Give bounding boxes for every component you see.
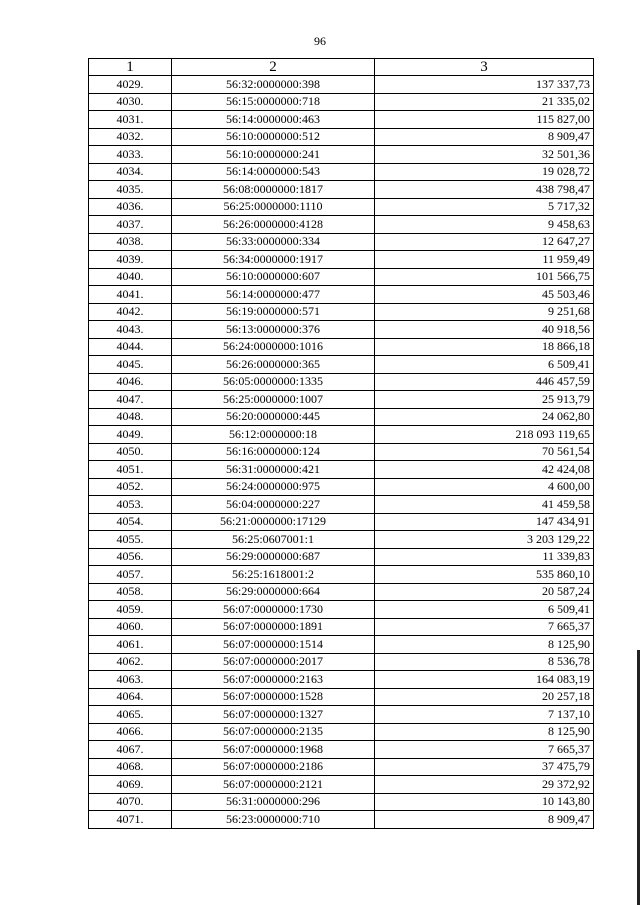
- table-row: [89, 303, 594, 321]
- cadastral-number-cell: 56:25:0607001:1: [172, 531, 375, 549]
- cadastral-value-cell: 37 475,79: [375, 758, 594, 776]
- cadastral-number-cell: 56:14:0000000:477: [172, 286, 375, 304]
- row-number-cell: 4053.: [89, 496, 172, 514]
- table-row: [89, 513, 594, 531]
- cadastral-value-cell: 7 665,37: [375, 741, 594, 759]
- table-row: [89, 426, 594, 444]
- cadastral-number-cell: 56:07:0000000:2135: [172, 723, 375, 741]
- cadastral-number-cell: 56:10:0000000:512: [172, 128, 375, 146]
- cadastral-value-cell: 25 913,79: [375, 391, 594, 409]
- cadastral-value-cell: 42 424,08: [375, 461, 594, 479]
- table-row: [89, 268, 594, 286]
- row-number-cell: 4033.: [89, 146, 172, 164]
- cadastral-value-cell: 7 137,10: [375, 706, 594, 724]
- cadastral-number-cell: 56:31:0000000:421: [172, 461, 375, 479]
- table-row: [89, 408, 594, 426]
- row-number-cell: 4050.: [89, 443, 172, 461]
- cadastral-value-cell: 7 665,37: [375, 618, 594, 636]
- row-number-cell: 4063.: [89, 671, 172, 689]
- row-number-cell: 4046.: [89, 373, 172, 391]
- table-row: [89, 548, 594, 566]
- table-row: [89, 531, 594, 549]
- column-header-1: 1: [89, 59, 172, 76]
- row-number-cell: 4036.: [89, 198, 172, 216]
- cadastral-value-cell: 11 339,83: [375, 548, 594, 566]
- row-number-cell: 4048.: [89, 408, 172, 426]
- table-row: [89, 706, 594, 724]
- row-number-cell: 4037.: [89, 216, 172, 234]
- row-number-cell: 4058.: [89, 583, 172, 601]
- cadastral-value-cell: 6 509,41: [375, 356, 594, 374]
- row-number-cell: 4057.: [89, 566, 172, 584]
- cadastral-value-cell: 40 918,56: [375, 321, 594, 339]
- cadastral-value-cell: 164 083,19: [375, 671, 594, 689]
- table-row: [89, 111, 594, 129]
- cadastral-number-cell: 56:26:0000000:4128: [172, 216, 375, 234]
- cadastral-number-cell: 56:25:1618001:2: [172, 566, 375, 584]
- row-number-cell: 4054.: [89, 513, 172, 531]
- cadastral-number-cell: 56:25:0000000:1007: [172, 391, 375, 409]
- cadastral-value-cell: 101 566,75: [375, 268, 594, 286]
- cadastral-value-cell: 18 866,18: [375, 338, 594, 356]
- table-row: [89, 671, 594, 689]
- table-row: [89, 636, 594, 654]
- row-number-cell: 4049.: [89, 426, 172, 444]
- table-row: [89, 776, 594, 794]
- row-number-cell: 4065.: [89, 706, 172, 724]
- cadastral-number-cell: 56:14:0000000:463: [172, 111, 375, 129]
- cadastral-number-cell: 56:34:0000000:1917: [172, 251, 375, 269]
- cadastral-value-cell: 8 536,78: [375, 653, 594, 671]
- row-number-cell: 4039.: [89, 251, 172, 269]
- cadastral-number-cell: 56:07:0000000:1968: [172, 741, 375, 759]
- page-number: 96: [314, 34, 326, 48]
- table-row: [89, 356, 594, 374]
- table-row: [89, 233, 594, 251]
- table-body: [89, 76, 594, 829]
- row-number-cell: 4045.: [89, 356, 172, 374]
- cadastral-value-cell: 5 717,32: [375, 198, 594, 216]
- cadastral-number-cell: 56:23:0000000:710: [172, 811, 375, 829]
- cadastral-number-cell: 56:05:0000000:1335: [172, 373, 375, 391]
- table-row: [89, 461, 594, 479]
- table-header-row: [89, 59, 594, 76]
- cadastral-number-cell: 56:14:0000000:543: [172, 163, 375, 181]
- table-row: [89, 128, 594, 146]
- cadastral-number-cell: 56:19:0000000:571: [172, 303, 375, 321]
- cadastral-value-cell: 147 434,91: [375, 513, 594, 531]
- row-number-cell: 4047.: [89, 391, 172, 409]
- row-number-cell: 4068.: [89, 758, 172, 776]
- table-row: [89, 251, 594, 269]
- cadastral-number-cell: 56:20:0000000:445: [172, 408, 375, 426]
- table-row: [89, 653, 594, 671]
- cadastral-number-cell: 56:21:0000000:17129: [172, 513, 375, 531]
- cadastral-number-cell: 56:07:0000000:1327: [172, 706, 375, 724]
- cadastral-value-cell: 535 860,10: [375, 566, 594, 584]
- cadastral-value-cell: 8 125,90: [375, 636, 594, 654]
- cadastral-number-cell: 56:13:0000000:376: [172, 321, 375, 339]
- cadastral-value-cell: 29 372,92: [375, 776, 594, 794]
- cadastral-value-cell: 20 257,18: [375, 688, 594, 706]
- cadastral-number-cell: 56:10:0000000:241: [172, 146, 375, 164]
- row-number-cell: 4067.: [89, 741, 172, 759]
- table-row: [89, 163, 594, 181]
- cadastral-number-cell: 56:25:0000000:1110: [172, 198, 375, 216]
- cadastral-value-cell: 8 125,90: [375, 723, 594, 741]
- cadastral-number-cell: 56:10:0000000:607: [172, 268, 375, 286]
- row-number-cell: 4064.: [89, 688, 172, 706]
- row-number-cell: 4069.: [89, 776, 172, 794]
- cadastral-value-cell: 438 798,47: [375, 181, 594, 199]
- column-header-3: 3: [375, 59, 594, 76]
- table-row: [89, 811, 594, 829]
- row-number-cell: 4031.: [89, 111, 172, 129]
- row-number-cell: 4055.: [89, 531, 172, 549]
- table-row: [89, 373, 594, 391]
- table-row: [89, 566, 594, 584]
- cadastral-value-cell: 21 335,02: [375, 93, 594, 111]
- row-number-cell: 4070.: [89, 793, 172, 811]
- cadastral-value-cell: 9 251,68: [375, 303, 594, 321]
- cadastral-value-cell: 70 561,54: [375, 443, 594, 461]
- cadastral-number-cell: 56:07:0000000:1891: [172, 618, 375, 636]
- table-row: [89, 618, 594, 636]
- cadastral-value-cell: 115 827,00: [375, 111, 594, 129]
- table-row: [89, 688, 594, 706]
- row-number-cell: 4059.: [89, 601, 172, 619]
- row-number-cell: 4035.: [89, 181, 172, 199]
- cadastral-value-cell: 45 503,46: [375, 286, 594, 304]
- row-number-cell: 4044.: [89, 338, 172, 356]
- table-row: [89, 338, 594, 356]
- cadastral-number-cell: 56:24:0000000:1016: [172, 338, 375, 356]
- table-row: [89, 198, 594, 216]
- cadastral-value-cell: 3 203 129,22: [375, 531, 594, 549]
- table-row: [89, 601, 594, 619]
- row-number-cell: 4056.: [89, 548, 172, 566]
- cadastral-number-cell: 56:26:0000000:365: [172, 356, 375, 374]
- cadastral-value-cell: 12 647,27: [375, 233, 594, 251]
- row-number-cell: 4038.: [89, 233, 172, 251]
- cadastral-number-cell: 56:12:0000000:18: [172, 426, 375, 444]
- table-row: [89, 286, 594, 304]
- table-row: [89, 583, 594, 601]
- cadastral-number-cell: 56:07:0000000:1514: [172, 636, 375, 654]
- table-row: [89, 496, 594, 514]
- table-row: [89, 391, 594, 409]
- cadastral-value-table: [88, 58, 594, 829]
- cadastral-number-cell: 56:04:0000000:227: [172, 496, 375, 514]
- row-number-cell: 4051.: [89, 461, 172, 479]
- cadastral-value-cell: 20 587,24: [375, 583, 594, 601]
- table-row: [89, 93, 594, 111]
- row-number-cell: 4042.: [89, 303, 172, 321]
- table-row: [89, 793, 594, 811]
- cadastral-value-cell: 19 028,72: [375, 163, 594, 181]
- cadastral-value-cell: 446 457,59: [375, 373, 594, 391]
- cadastral-number-cell: 56:33:0000000:334: [172, 233, 375, 251]
- cadastral-value-cell: 9 458,63: [375, 216, 594, 234]
- cadastral-number-cell: 56:07:0000000:1528: [172, 688, 375, 706]
- cadastral-number-cell: 56:07:0000000:2121: [172, 776, 375, 794]
- cadastral-number-cell: 56:07:0000000:2186: [172, 758, 375, 776]
- cadastral-value-cell: 10 143,80: [375, 793, 594, 811]
- cadastral-value-cell: 137 337,73: [375, 76, 594, 94]
- row-number-cell: 4062.: [89, 653, 172, 671]
- table-row: [89, 76, 594, 94]
- cadastral-value-cell: 11 959,49: [375, 251, 594, 269]
- row-number-cell: 4052.: [89, 478, 172, 496]
- cadastral-number-cell: 56:24:0000000:975: [172, 478, 375, 496]
- table-row: [89, 758, 594, 776]
- row-number-cell: 4066.: [89, 723, 172, 741]
- cadastral-number-cell: 56:15:0000000:718: [172, 93, 375, 111]
- cadastral-value-cell: 6 509,41: [375, 601, 594, 619]
- cadastral-number-cell: 56:16:0000000:124: [172, 443, 375, 461]
- cadastral-value-cell: 41 459,58: [375, 496, 594, 514]
- table-row: [89, 723, 594, 741]
- row-number-cell: 4061.: [89, 636, 172, 654]
- cadastral-value-cell: 4 600,00: [375, 478, 594, 496]
- row-number-cell: 4032.: [89, 128, 172, 146]
- cadastral-value-cell: 8 909,47: [375, 811, 594, 829]
- row-number-cell: 4034.: [89, 163, 172, 181]
- table-row: [89, 216, 594, 234]
- cadastral-number-cell: 56:07:0000000:2017: [172, 653, 375, 671]
- cadastral-number-cell: 56:08:0000000:1817: [172, 181, 375, 199]
- cadastral-number-cell: 56:07:0000000:1730: [172, 601, 375, 619]
- cadastral-number-cell: 56:31:0000000:296: [172, 793, 375, 811]
- table-row: [89, 181, 594, 199]
- table-row: [89, 478, 594, 496]
- row-number-cell: 4030.: [89, 93, 172, 111]
- cadastral-value-cell: 218 093 119,65: [375, 426, 594, 444]
- row-number-cell: 4043.: [89, 321, 172, 339]
- row-number-cell: 4029.: [89, 76, 172, 94]
- table-row: [89, 741, 594, 759]
- table-row: [89, 443, 594, 461]
- row-number-cell: 4071.: [89, 811, 172, 829]
- cadastral-value-cell: 24 062,80: [375, 408, 594, 426]
- table-row: [89, 321, 594, 339]
- cadastral-number-cell: 56:29:0000000:687: [172, 548, 375, 566]
- row-number-cell: 4041.: [89, 286, 172, 304]
- cadastral-number-cell: 56:07:0000000:2163: [172, 671, 375, 689]
- column-header-2: 2: [172, 59, 375, 76]
- cadastral-value-cell: 32 501,36: [375, 146, 594, 164]
- cadastral-value-cell: 8 909,47: [375, 128, 594, 146]
- cadastral-number-cell: 56:29:0000000:664: [172, 583, 375, 601]
- table-row: [89, 146, 594, 164]
- row-number-cell: 4040.: [89, 268, 172, 286]
- row-number-cell: 4060.: [89, 618, 172, 636]
- cadastral-number-cell: 56:32:0000000:398: [172, 76, 375, 94]
